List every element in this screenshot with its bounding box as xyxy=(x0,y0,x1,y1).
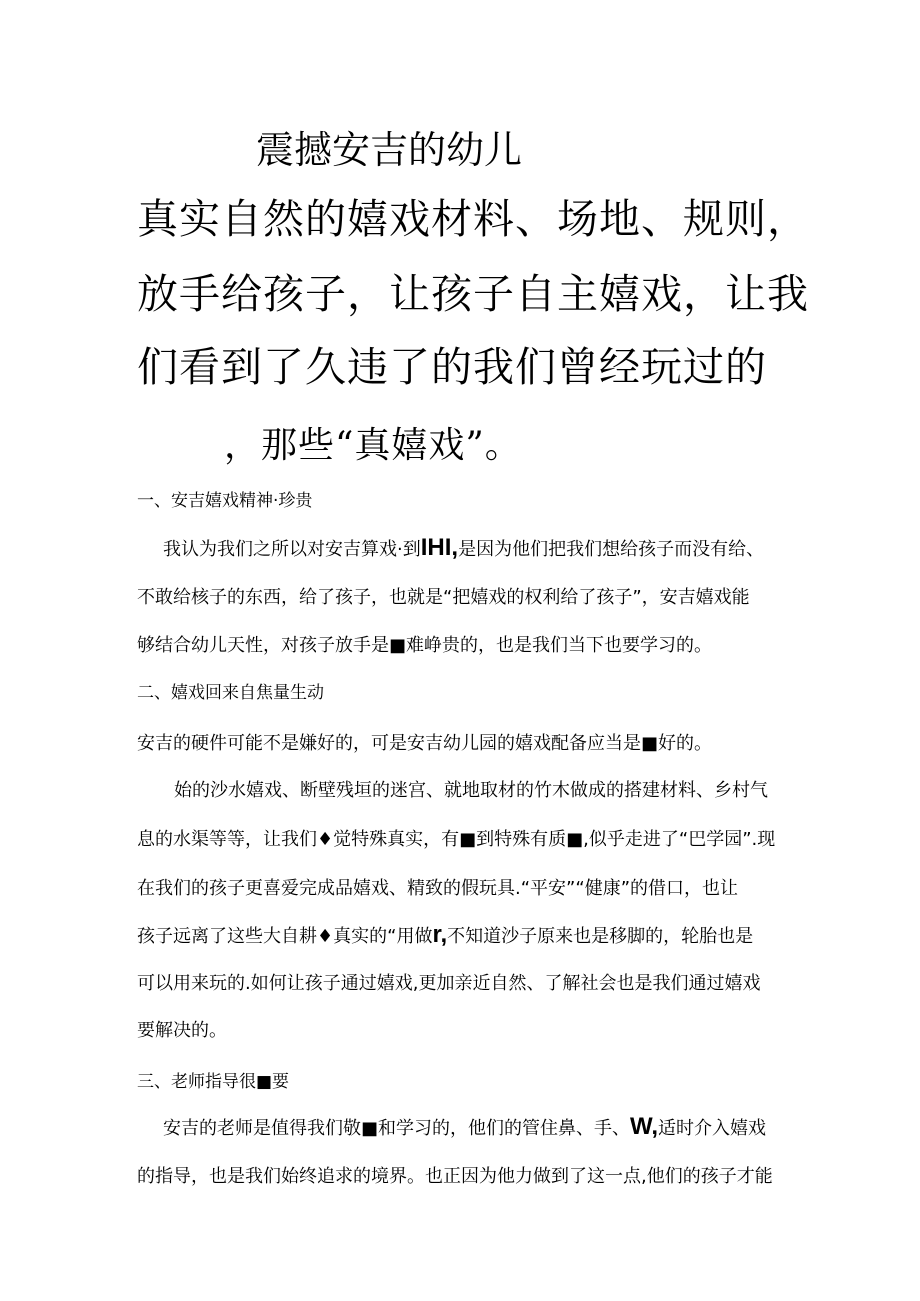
section-2-paragraph-1: 安吉的硬件可能不是嫌好的，可是安吉幼儿园的嬉戏配备应当是■好的。 xyxy=(137,733,713,754)
subtitle-line-2: 放手给孩子，让孩子自主嬉戏，让我 xyxy=(137,270,809,318)
text-run-bold: r, xyxy=(432,921,448,948)
subtitle-line-4: ，那些“真嬉戏”。 xyxy=(224,425,522,466)
section-1-heading: 一、安吉嬉戏精神·珍贵 xyxy=(137,491,313,511)
section-3-heading: 三、老师指导很■要 xyxy=(137,1072,290,1092)
section-3-paragraph-line-1 xyxy=(163,1114,766,1142)
section-1-paragraph-line-3: 够结合幼儿天性，对孩子放手是■难峥贵的，也是我们当下也要学习的。 xyxy=(137,635,713,656)
section-2-heading: 二、嬉戏回来自焦量生动 xyxy=(137,683,324,703)
section-3-paragraph-line-2: 的指导，也是我们始终追求的境界。也正因为他力做到了这一点,他们的孩子才能 xyxy=(137,1166,773,1187)
text-run: 是因为他们把我们想给孩子而没有给、 xyxy=(458,539,765,560)
text-run: 我认为我们之所以对安吉算戏·到 xyxy=(163,539,421,560)
subtitle-line-1: 真实自然的嬉戏材料、场地、规则， xyxy=(137,195,809,243)
section-2-paragraph-2-line-4 xyxy=(137,922,753,950)
page-title: 震撼安吉的幼儿 xyxy=(256,128,523,172)
text-run: 适时介入嬉戏 xyxy=(658,1118,767,1139)
section-1-paragraph-line-1 xyxy=(163,535,764,563)
section-2-paragraph-2-line-5: 可以用来玩的.如何让孩子通过嬉戏,更加亲近自然、了解社会也是我们通过嬉戏 xyxy=(137,973,761,994)
section-2-paragraph-2-line-3: 在我们的孩子更喜爱完成品嬉戏、精致的假玩具.“平安”“健康”的借口，也让 xyxy=(137,878,739,899)
section-1-paragraph-line-2: 不敢给核子的东西，给了孩子，也就是“把嬉戏的权利给了孩子”，安吉嬉戏能 xyxy=(137,587,750,608)
section-2-paragraph-2-line-6: 要解决的。 xyxy=(137,1020,227,1041)
section-2-paragraph-2-line-1: 始的沙水嬉戏、断壁残垣的迷宫、就地取材的竹木做成的搭建材料、乡村气 xyxy=(174,780,768,801)
text-run: 不知道沙子原来也是移脚的，轮胎也是 xyxy=(447,926,754,947)
text-run-bold: IHI, xyxy=(420,534,459,561)
section-2-paragraph-2-line-2: 息的水渠等等，让我们♦觉特殊真实，有■到特殊有质■,似乎走进了“巴学园”.现 xyxy=(137,829,776,850)
text-run: 安吉的老师是值得我们敬■和学习的，他们的管住鼻、手、 xyxy=(163,1118,631,1139)
subtitle-line-3: 们看到了久违了的我们曾经玩过的 xyxy=(137,343,767,391)
text-run-bold: W, xyxy=(630,1113,659,1140)
text-run: 孩子远离了这些大自耕♦真实的“用做 xyxy=(137,926,433,947)
